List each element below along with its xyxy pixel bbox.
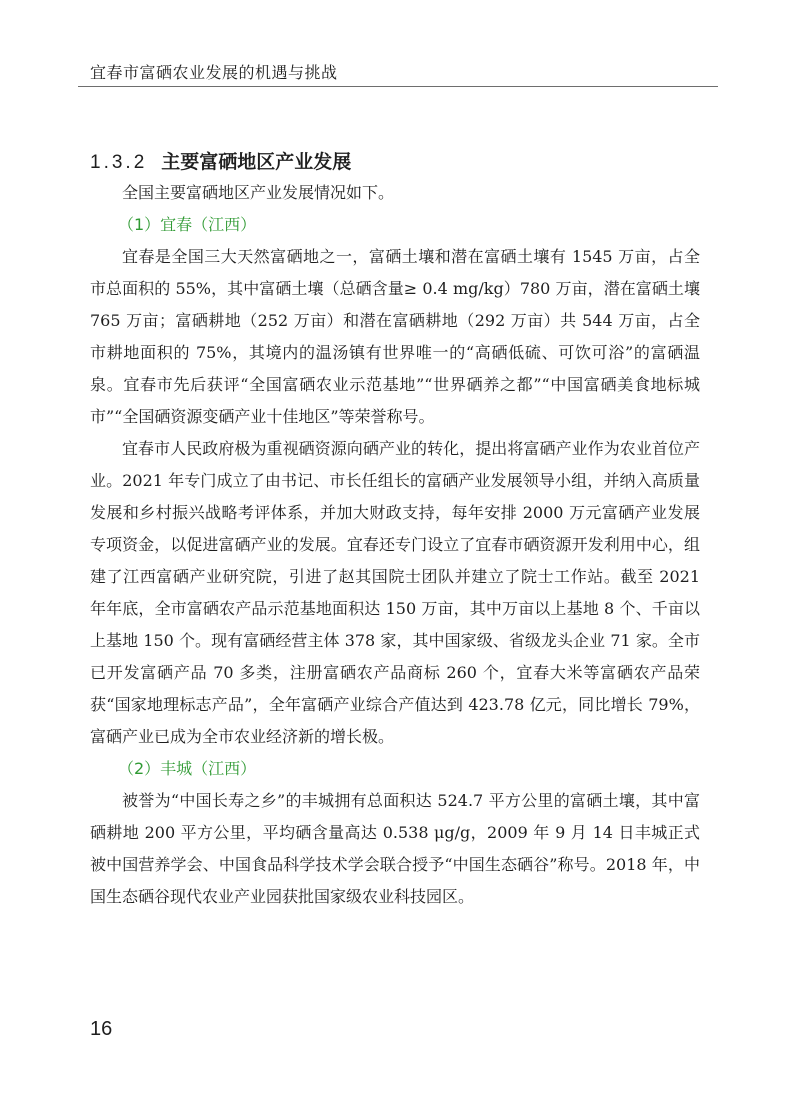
subsection-title-fengcheng: （2）丰城（江西） bbox=[118, 759, 257, 778]
intro-paragraph: 全国主要富硒地区产业发展情况如下。 bbox=[122, 183, 395, 202]
paragraph-yichun-overview: 宜春是全国三大天然富硒地之一，富硒土壤和潜在富硒土壤有 1545 万亩，占全市总面积的 55%，其中富硒土壤（总硒含量≥ 0.4 mg/kg）780 万亩，潜在富硒土壤 765 万亩；富硒耕地（252 万亩）和潜在富硒耕地（292 万亩）共 544 万亩，占全市耕地面积的 75%，其境内的温汤镇有世界唯一的“高硒低硫、可饮可浴”的富硒温泉。宜春市先后获评“全国富硒农业示范基地”“世界硒养之都”“中国富硒美食地标城市”“全国硒资源变硒产业十佳地区”等荣誉称号。 bbox=[90, 247, 700, 426]
body-text bbox=[90, 177, 700, 913]
header-divider bbox=[78, 86, 718, 87]
paragraph-fengcheng: 被誉为“中国长寿之乡”的丰城拥有总面积达 524.7 平方公里的富硒土壤，其中富硒耕地 200 平方公里，平均硒含量高达 0.538 μg/g，2009 年 9 月 14 日丰城正式被中国营养学会、中国食品科学技术学会联合授予“中国生态硒谷”称号。2018 年，中国生态硒谷现代农业产业园获批国家级农业科技园区。 bbox=[90, 791, 700, 906]
section-number: 1.3.2 bbox=[90, 152, 148, 173]
running-header-title: 宜春市富硒农业发展的机遇与挑战 bbox=[90, 63, 338, 82]
section-heading bbox=[90, 147, 351, 174]
page-number: 16 bbox=[90, 1018, 113, 1040]
paragraph-yichun-policy: 宜春市人民政府极为重视硒资源向硒产业的转化，提出将富硒产业作为农业首位产业。2021 年专门成立了由书记、市长任组长的富硒产业发展领导小组，并纳入高质量发展和乡村振兴战略考评体系，并加大财政支持，每年安排 2000 万元富硒产业发展专项资金，以促进富硒产业的发展。宜春还专门设立了宜春市硒资源开发利用中心，组建了江西富硒产业研究院，引进了赵其国院士团队并建立了院士工作站。截至 2021 年年底，全市富硒农产品示范基地面积达 150 万亩，其中万亩以上基地 8 个、千亩以上基地 150 个。现有富硒经营主体 378 家，其中国家级、省级龙头企业 71 家。全市已开发富硒产品 70 多类，注册富硒农产品商标 260 个，宜春大米等富硒农产品荣获“国家地理标志产品”，全年富硒产业综合产值达到 423.78 亿元，同比增长 79%，富硒产业已成为全市农业经济新的增长极。 bbox=[90, 439, 700, 746]
section-title: 主要富硒地区产业发展 bbox=[161, 151, 352, 173]
subsection-title-yichun: （1）宜春（江西） bbox=[118, 215, 257, 234]
